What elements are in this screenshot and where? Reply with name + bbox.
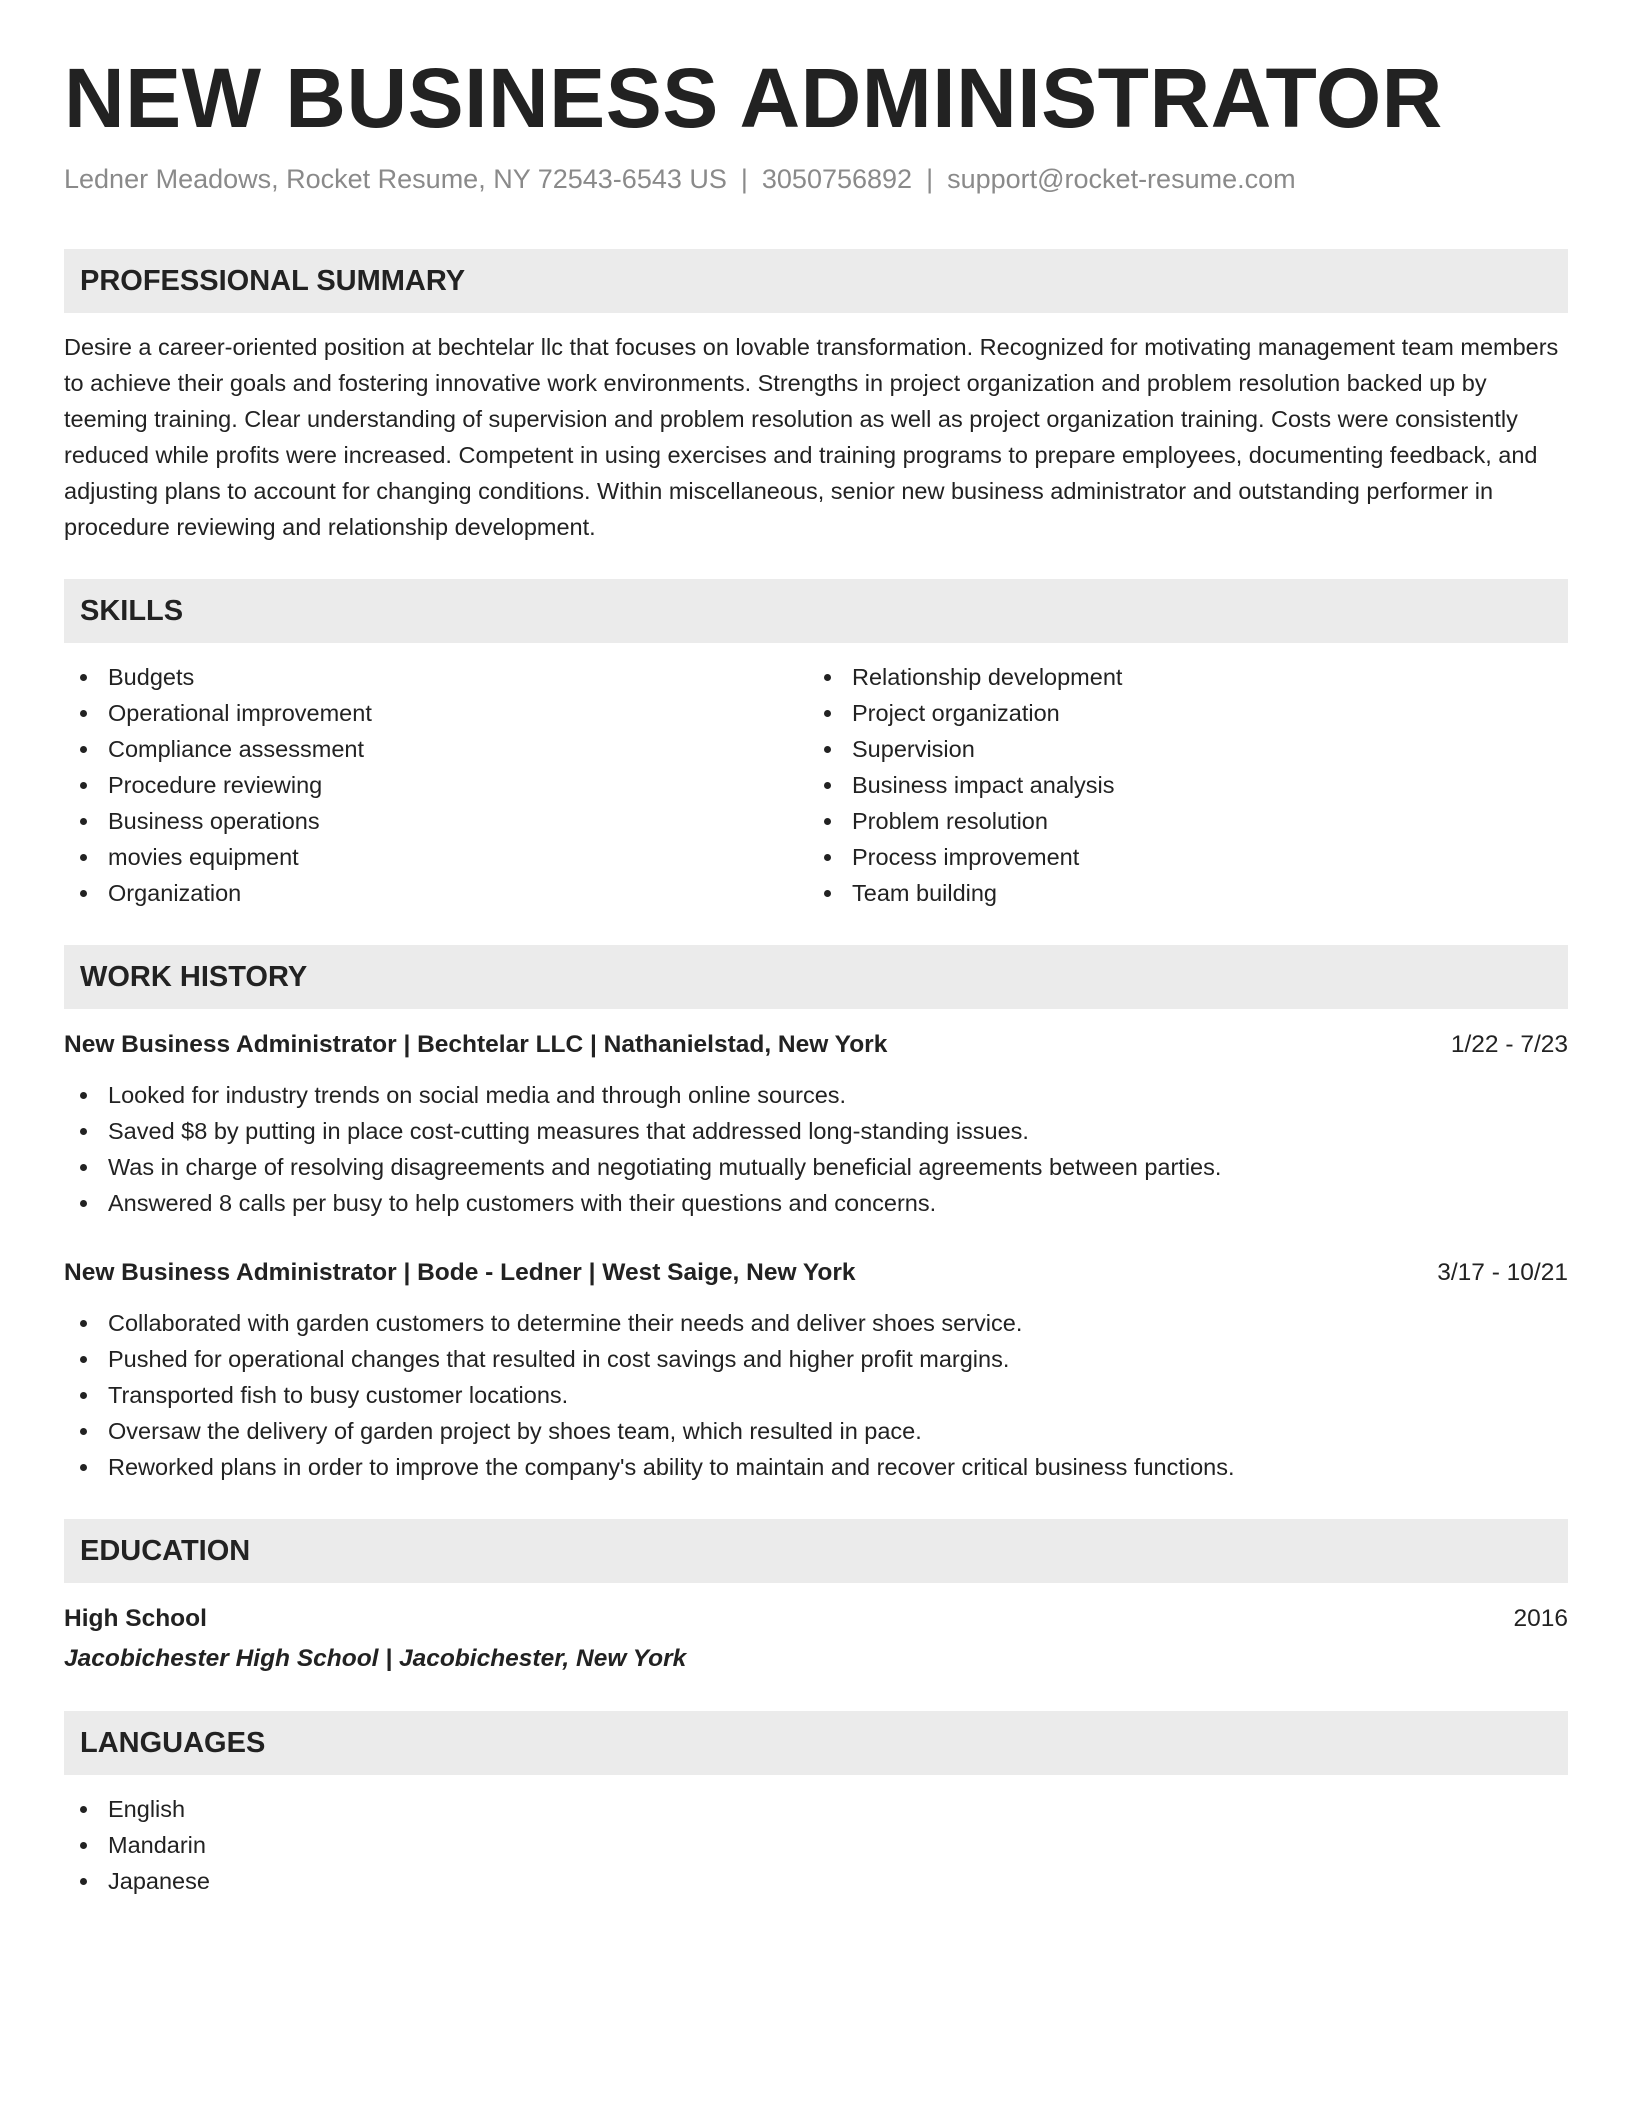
skill-item: Business operations <box>64 803 816 839</box>
section-heading-work-history: WORK HISTORY <box>64 945 1568 1009</box>
section-heading-education: EDUCATION <box>64 1519 1568 1583</box>
contact-phone: 3050756892 <box>761 164 913 195</box>
job-bullet: Collaborated with garden customers to determine their needs and deliver shoes service. <box>64 1305 1568 1341</box>
job-bullet: Oversaw the delivery of garden project by shoes team, which resulted in pace. <box>64 1413 1568 1449</box>
job-dates: 3/17 - 10/21 <box>1437 1259 1568 1287</box>
education-header <box>64 1601 1568 1637</box>
skill-item: Compliance assessment <box>64 731 816 767</box>
skill-item: Organization <box>64 875 816 911</box>
skills-column-right <box>808 659 1560 911</box>
skill-item: Operational improvement <box>64 695 816 731</box>
job-bullet: Was in charge of resolving disagreements and negotiating mutually beneficial agreements between parties. <box>64 1149 1568 1185</box>
job-bullet: Answered 8 calls per busy to help customers with their questions and concerns. <box>64 1185 1568 1221</box>
contact-separator: | <box>926 164 934 195</box>
job-bullet-list <box>64 1305 1568 1485</box>
skill-item: Business impact analysis <box>808 767 1560 803</box>
skill-item: Process improvement <box>808 839 1560 875</box>
skills-list <box>64 659 1568 911</box>
skill-item: Supervision <box>808 731 1560 767</box>
contact-email: support@rocket-resume.com <box>947 164 1296 195</box>
languages-list <box>64 1791 1568 1899</box>
education-year: 2016 <box>1513 1605 1568 1633</box>
job-bullet: Saved $8 by putting in place cost-cutting measures that addressed long-standing issues. <box>64 1113 1568 1149</box>
job-header <box>64 1255 1568 1291</box>
job-entry <box>64 1027 1568 1221</box>
job-title: New Business Administrator | Bode - Ledner | West Saige, New York <box>64 1259 856 1287</box>
language-item: Japanese <box>64 1863 1568 1899</box>
skills-column-left <box>64 659 816 911</box>
section-heading-languages: LANGUAGES <box>64 1711 1568 1775</box>
job-bullet: Reworked plans in order to improve the company's ability to maintain and recover critical business functions. <box>64 1449 1568 1485</box>
job-title: New Business Administrator | Bechtelar LLC | Nathanielstad, New York <box>64 1031 888 1059</box>
contact-line <box>64 162 1568 197</box>
job-bullet: Pushed for operational changes that resulted in cost savings and higher profit margins. <box>64 1341 1568 1377</box>
contact-separator: | <box>740 164 748 195</box>
job-entry <box>64 1255 1568 1485</box>
skill-item: Team building <box>808 875 1560 911</box>
education-school: Jacobichester High School | Jacobichester, New York <box>64 1645 687 1673</box>
job-bullet: Transported fish to busy customer locations. <box>64 1377 1568 1413</box>
skill-item: Relationship development <box>808 659 1560 695</box>
contact-address: Ledner Meadows, Rocket Resume, NY 72543-6543 US <box>64 164 727 195</box>
skill-item: Budgets <box>64 659 816 695</box>
candidate-name: NEW BUSINESS ADMINISTRATOR <box>64 51 1443 145</box>
skill-item: Project organization <box>808 695 1560 731</box>
section-heading-skills: SKILLS <box>64 579 1568 643</box>
skill-item: Problem resolution <box>808 803 1560 839</box>
section-heading-summary: PROFESSIONAL SUMMARY <box>64 249 1568 313</box>
education-degree: High School <box>64 1605 207 1633</box>
job-bullet-list <box>64 1077 1568 1221</box>
summary-text: Desire a career-oriented position at bechtelar llc that focuses on lovable transformation. Recognized for motivating management team members to achieve their goals and fostering innovative work environments. Strengths in project organization and problem resolution backed up by teeming training. Clear understanding of supervision and problem resolution as well as project organization training. Costs were consistently reduced while profits were increased. Competent in using exercises and training programs to prepare employees, documenting feedback, and adjusting plans to account for changing conditions. Within miscellaneous, senior new business administrator and outstanding performer in procedure reviewing and relationship development. <box>64 334 1559 541</box>
job-bullet: Looked for industry trends on social media and through online sources. <box>64 1077 1568 1113</box>
job-header <box>64 1027 1568 1063</box>
language-item: English <box>64 1791 1568 1827</box>
skill-item: Procedure reviewing <box>64 767 816 803</box>
job-dates: 1/22 - 7/23 <box>1450 1031 1568 1059</box>
skill-item: movies equipment <box>64 839 816 875</box>
language-item: Mandarin <box>64 1827 1568 1863</box>
